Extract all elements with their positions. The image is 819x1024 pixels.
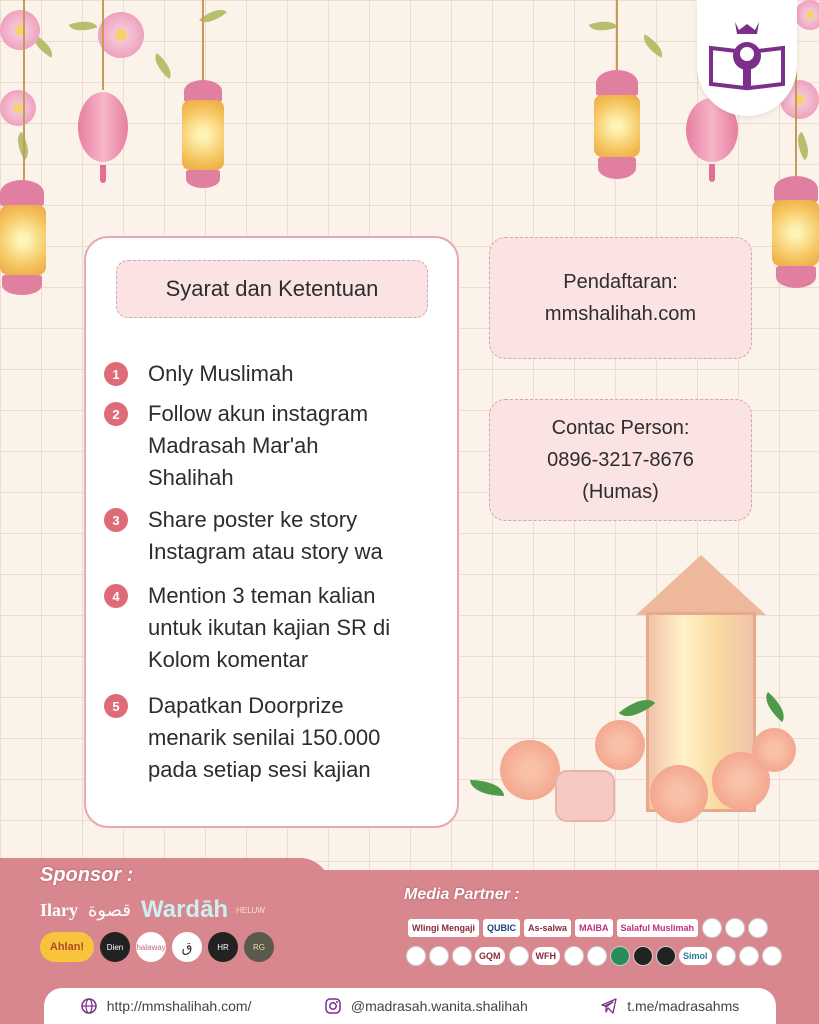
contact-label: Contac Person: <box>551 417 690 439</box>
rule-item <box>104 580 448 676</box>
instagram-icon <box>325 998 341 1014</box>
lantern-gold-1 <box>178 0 228 200</box>
media-partner-logo <box>452 946 472 966</box>
rule-number-badge: 3 <box>104 508 128 532</box>
instagram-handle[interactable]: @madrasah.wanita.shalihah <box>350 998 528 1014</box>
sponsor-logo: HR <box>208 932 238 962</box>
media-partner-logo: As-salwa <box>524 919 571 937</box>
website-link[interactable]: http://mmshalihah.com/ <box>106 998 252 1014</box>
media-partner-logo: WFH <box>532 947 561 965</box>
media-partner-logo <box>587 946 607 966</box>
rule-text: Only Muslimah <box>148 361 294 386</box>
lantern-pink-1 <box>78 0 128 200</box>
footer-telegram[interactable] <box>601 998 739 1014</box>
rule-item <box>104 504 448 568</box>
sponsor-logo: HELUW <box>236 905 265 915</box>
rule-text: Follow akun instagram Madrasah Mar'ah Shalihah <box>148 401 369 490</box>
media-partner-logo <box>406 946 426 966</box>
sponsor-logo: halaway <box>136 932 166 962</box>
footer-bar <box>44 988 776 1024</box>
sponsor-row-2 <box>40 932 280 962</box>
media-partner-logo <box>702 918 722 938</box>
sponsor-logo: Dien <box>100 932 130 962</box>
contact-box <box>489 399 752 521</box>
madrasah-logo-icon <box>697 8 797 108</box>
media-partner-logo <box>725 918 745 938</box>
rule-number-badge: 4 <box>104 584 128 608</box>
rule-item <box>104 398 448 494</box>
sponsor-row-1 <box>40 896 265 924</box>
media-partner-logo <box>716 946 736 966</box>
registration-box <box>489 237 752 359</box>
sponsor-logo: ق <box>172 932 202 962</box>
media-partner-logo: GQM <box>475 947 505 965</box>
contact-note: (Humas) <box>582 481 659 503</box>
rule-item <box>104 358 448 390</box>
rule-text: Mention 3 teman kalian untuk ikutan kajian SR di Kolom komentar <box>148 583 391 672</box>
media-partner-label: Media Partner : <box>404 886 520 903</box>
media-partner-logo <box>656 946 676 966</box>
media-partner-logo <box>509 946 529 966</box>
media-partner-logo <box>429 946 449 966</box>
lantern-gold-2 <box>592 0 642 200</box>
globe-icon <box>81 998 97 1014</box>
registration-link[interactable]: mmshalihah.com <box>544 303 697 325</box>
media-partner-row-2 <box>406 946 785 966</box>
rule-number-badge: 2 <box>104 402 128 426</box>
rule-number-badge: 1 <box>104 362 128 386</box>
media-partner-logo <box>610 946 630 966</box>
media-partner-logo <box>564 946 584 966</box>
rule-number-badge: 5 <box>104 694 128 718</box>
media-partner-logo: QUBIC <box>483 919 520 937</box>
rules-card-title: Syarat dan Ketentuan <box>116 260 428 318</box>
sponsor-logo: قصوة <box>88 899 131 920</box>
media-partner-logo <box>739 946 759 966</box>
footer-website[interactable] <box>81 998 252 1014</box>
registration-label: Pendaftaran: <box>563 271 678 293</box>
media-partner-logo: Simol <box>679 947 712 965</box>
sponsor-logo: RG <box>244 932 274 962</box>
rule-item <box>104 690 448 786</box>
media-partner-logo: Salaful Muslimah <box>617 919 699 937</box>
rule-text: Dapatkan Doorprize menarik senilai 150.000 pada setiap sesi kajian <box>148 693 381 782</box>
media-partner-logo: MAIBA <box>575 919 613 937</box>
sponsor-logo: Ilary <box>40 899 78 920</box>
rules-card <box>84 236 459 828</box>
lantern-gold-left-edge <box>0 0 48 300</box>
contact-phone[interactable]: 0896-3217-8676 <box>547 449 694 471</box>
telegram-link[interactable]: t.me/madrasahms <box>627 998 740 1014</box>
sponsor-logo: Ahlan! <box>40 932 94 962</box>
telegram-icon <box>601 998 617 1014</box>
media-partner-logo <box>633 946 653 966</box>
media-partner-logo <box>748 918 768 938</box>
media-partner-logo <box>762 946 782 966</box>
footer-instagram[interactable] <box>325 998 528 1014</box>
sponsor-label: Sponsor : <box>40 864 134 886</box>
media-partner-row-1 <box>408 918 771 938</box>
madrasah-logo <box>697 0 797 116</box>
sponsor-logo: Wardāh <box>140 896 229 923</box>
media-partner-logo: Wlingi Mengaji <box>408 919 479 937</box>
rule-text: Share poster ke story Instagram atau story wa <box>148 507 383 564</box>
